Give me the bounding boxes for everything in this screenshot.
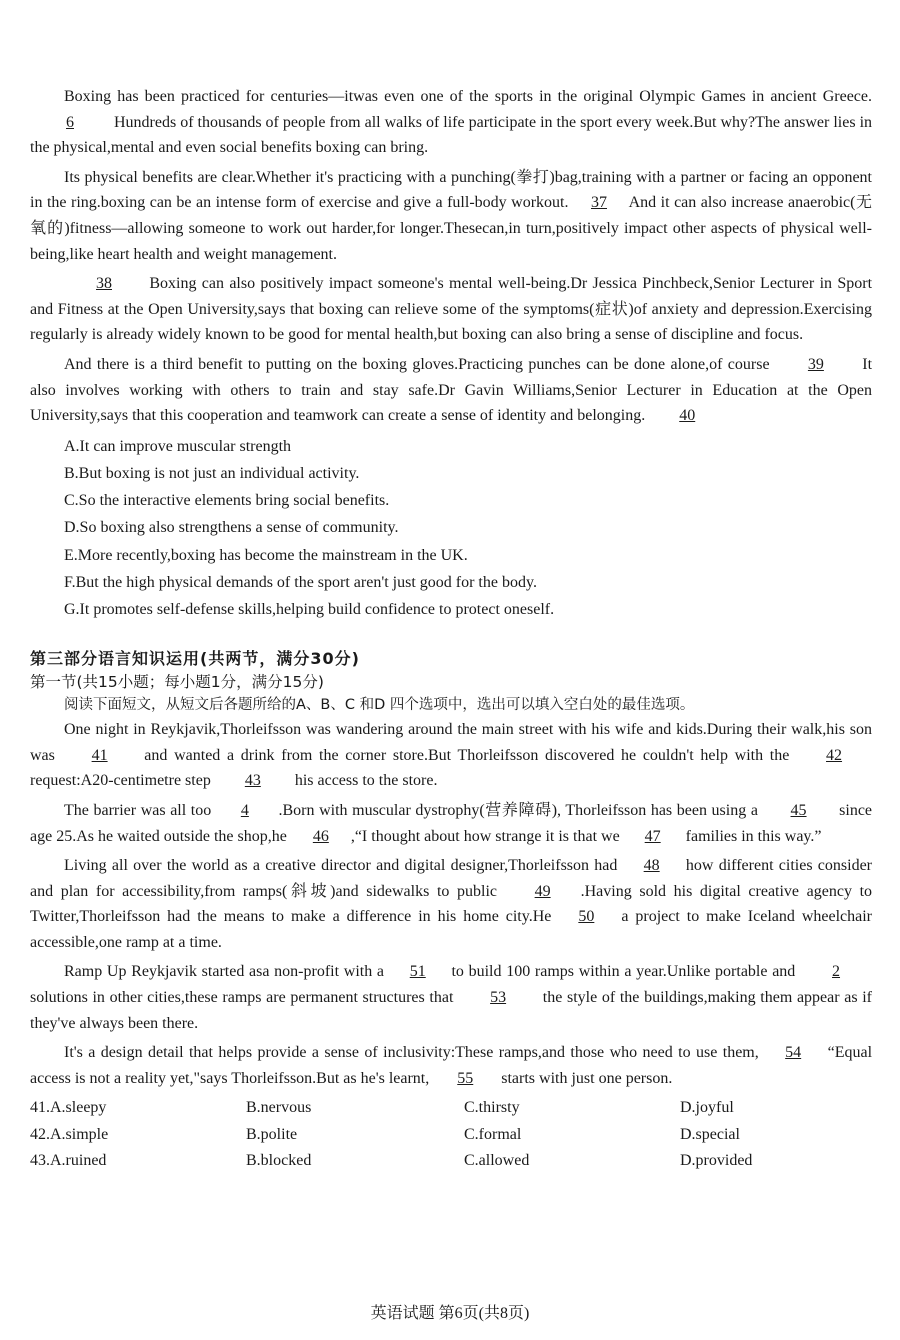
blank-55: 55 [457,1069,474,1087]
blank-46: 46 [312,827,329,845]
text: the style of the buildings,making them appear as if they've always been there. [30,989,873,1032]
text: families in this way.” [685,827,822,845]
text: Boxing can also positively impact someone's mental well-being.Dr Jessica Pinchbeck,Senior Lecturer in Sport and Fitness at the Open University,says that boxing can relieve some of the symptoms(症状)of anxiety and depression.Exercising regularly is already widely known to be good for mental health,but boxing can also bring a sense of discipline and focus. [30,275,873,344]
q41-option-c: C.thirsty [464,1099,520,1117]
section1-instruction: 阅读下面短文，从短文后各题所给的A、B、C 和D 四个选项中，选出可以填入空白处的最佳选项。 [64,697,695,714]
blank-41: 41 [91,746,108,764]
option-c: C.So the interactive elements bring social benefits. [64,492,390,510]
page-footer: 英语试题 第6页(共8页) [370,1305,530,1322]
text: Ramp Up Reykjavik started asa non-profit with a [64,963,385,981]
q41-option-d: D.joyful [680,1099,734,1117]
text: and wanted a drink from the corner store.But Thorleifsson discovered he couldn't help with the [144,746,790,764]
blank-39: 39 [807,355,824,373]
blank-53: 53 [490,989,507,1007]
text: One night in Reykjavik,Thorleifsson was wandering around the main street with his wife and kids.During their walk,his son was [30,721,872,764]
option-e: E.More recently,boxing has become the mainstream in the UK. [64,546,468,564]
question-choices [30,1095,872,1175]
text: .Having sold his digital creative agency to Twitter,Thorleifsson had the means to make a difference in his home city.He [30,882,873,926]
blank-6: 6 [66,113,74,131]
q41-option-b: B.nervous [246,1099,312,1117]
text: And there is a third benefit to putting on the boxing gloves.Practicing punches can be done alone,of course [64,355,770,373]
option-d: D.So boxing also strengthens a sense of community. [64,519,399,537]
section1-title: 第一节(共15小题；每小题1分，满分15分) [30,673,324,692]
text: It's a design detail that helps provide a sense of inclusivity:These ramps,and those who need to use them, [64,1044,759,1062]
blank-47: 47 [644,827,661,845]
q43-option-d: D.provided [680,1152,753,1170]
blank-48: 48 [643,857,660,875]
passage2-paragraph-1 [30,717,872,794]
passage2-paragraph-5 [30,1040,872,1091]
text: to build 100 ramps within a year.Unlike portable and [451,963,796,981]
passage1-paragraph-2 [30,165,872,267]
passage2-paragraph-4 [30,959,872,1036]
text: Living all over the world as a creative director and digital designer,Thorleifsson had [64,857,618,875]
q43-option-c: C.allowed [464,1152,530,1170]
option-a: A.It can improve muscular strength [64,437,292,455]
q42-option-a: 42.A.simple [30,1125,109,1143]
q42-option-b: B.polite [246,1125,298,1143]
q41-option-a: 41.A.sleepy [30,1099,107,1117]
blank-52: 2 [832,963,841,981]
blank-40: 40 [679,407,696,425]
text: .Born with muscular dystrophy(营养障碍), Thorleifsson has been using a [278,801,758,819]
q42-option-d: D.special [680,1125,740,1143]
text: It also involves working with others to train and stay safe.Dr Gavin Williams,Senior Lecturer in Education at the Open University,says that this cooperation and teamwork can create a sense of identity and belonging. [30,355,873,425]
blank-43: 43 [244,772,261,790]
text: starts with just one person. [501,1069,673,1087]
text: Boxing has been practiced for centuries—itwas even one of the sports in the original Olympic Games in ancient Greece. [64,88,872,105]
q43-option-a: 43.A.ruined [30,1152,107,1170]
blank-44: 4 [240,801,249,819]
q43-option-b: B.blocked [246,1152,312,1170]
text: request:A20-centimetre step [30,772,211,790]
part3-title: 第三部分语言知识运用(共两节，满分30分) [30,649,360,669]
blank-45: 45 [790,801,807,819]
text: a project to make Iceland wheelchair accessible,one ramp at a time. [30,908,873,951]
blank-51: 51 [409,963,426,981]
text: since age 25.As he waited outside the shop,he [30,801,873,845]
blank-37: 37 [591,194,607,212]
option-b: B.But boxing is not just an individual activity. [64,464,360,482]
exam-page [30,84,872,1175]
text: ,“I thought about how strange it is that we [350,827,620,845]
blank-49: 49 [534,882,551,900]
text: Its physical benefits are clear.Whether it's practicing with a punching(拳打)bag,training with a partner or facing an opponent in the ring.boxing can be an intense form of exercise and give a full-body workout. [30,168,872,212]
text: how different cities consider and plan for accessibility,from ramps(斜坡)and sidewalks to public [30,857,873,900]
passage1-paragraph-4 [30,352,872,429]
blank-42: 42 [826,746,843,764]
blank-54: 54 [785,1044,802,1062]
blank-38: 38 [96,275,112,293]
text: And it can also increase anaerobic(无氧的)fitness—allowing someone to work out harder,for longer.Thesecan,in turn,positively impact other aspects of physical well-being,like heart health and weight management. [30,194,872,263]
text: Hundreds of thousands of people from all walks of life participate in the sport every week.But why?The answer lies in the physical,mental and even social benefits boxing can bring. [30,113,873,157]
option-f: F.But the high physical demands of the sport aren't just good for the body. [64,573,537,591]
passage2-paragraph-2 [30,798,872,849]
text: “Equal access is not a reality yet,"says Thorleifsson.But as he's learnt, [30,1044,873,1087]
option-g: G.It promotes self-defense skills,helping build confidence to protect oneself. [64,600,555,618]
q42-option-c: C.formal [464,1125,522,1143]
blank-50: 50 [578,908,595,926]
passage1-paragraph-1 [30,84,872,161]
text: his access to the store. [294,772,438,790]
text: solutions in other cities,these ramps are permanent structures that [30,989,454,1007]
passage2-paragraph-3 [30,853,872,955]
text: The barrier was all too [64,801,212,819]
options-list [30,433,872,623]
passage1-paragraph-3 [30,271,872,348]
